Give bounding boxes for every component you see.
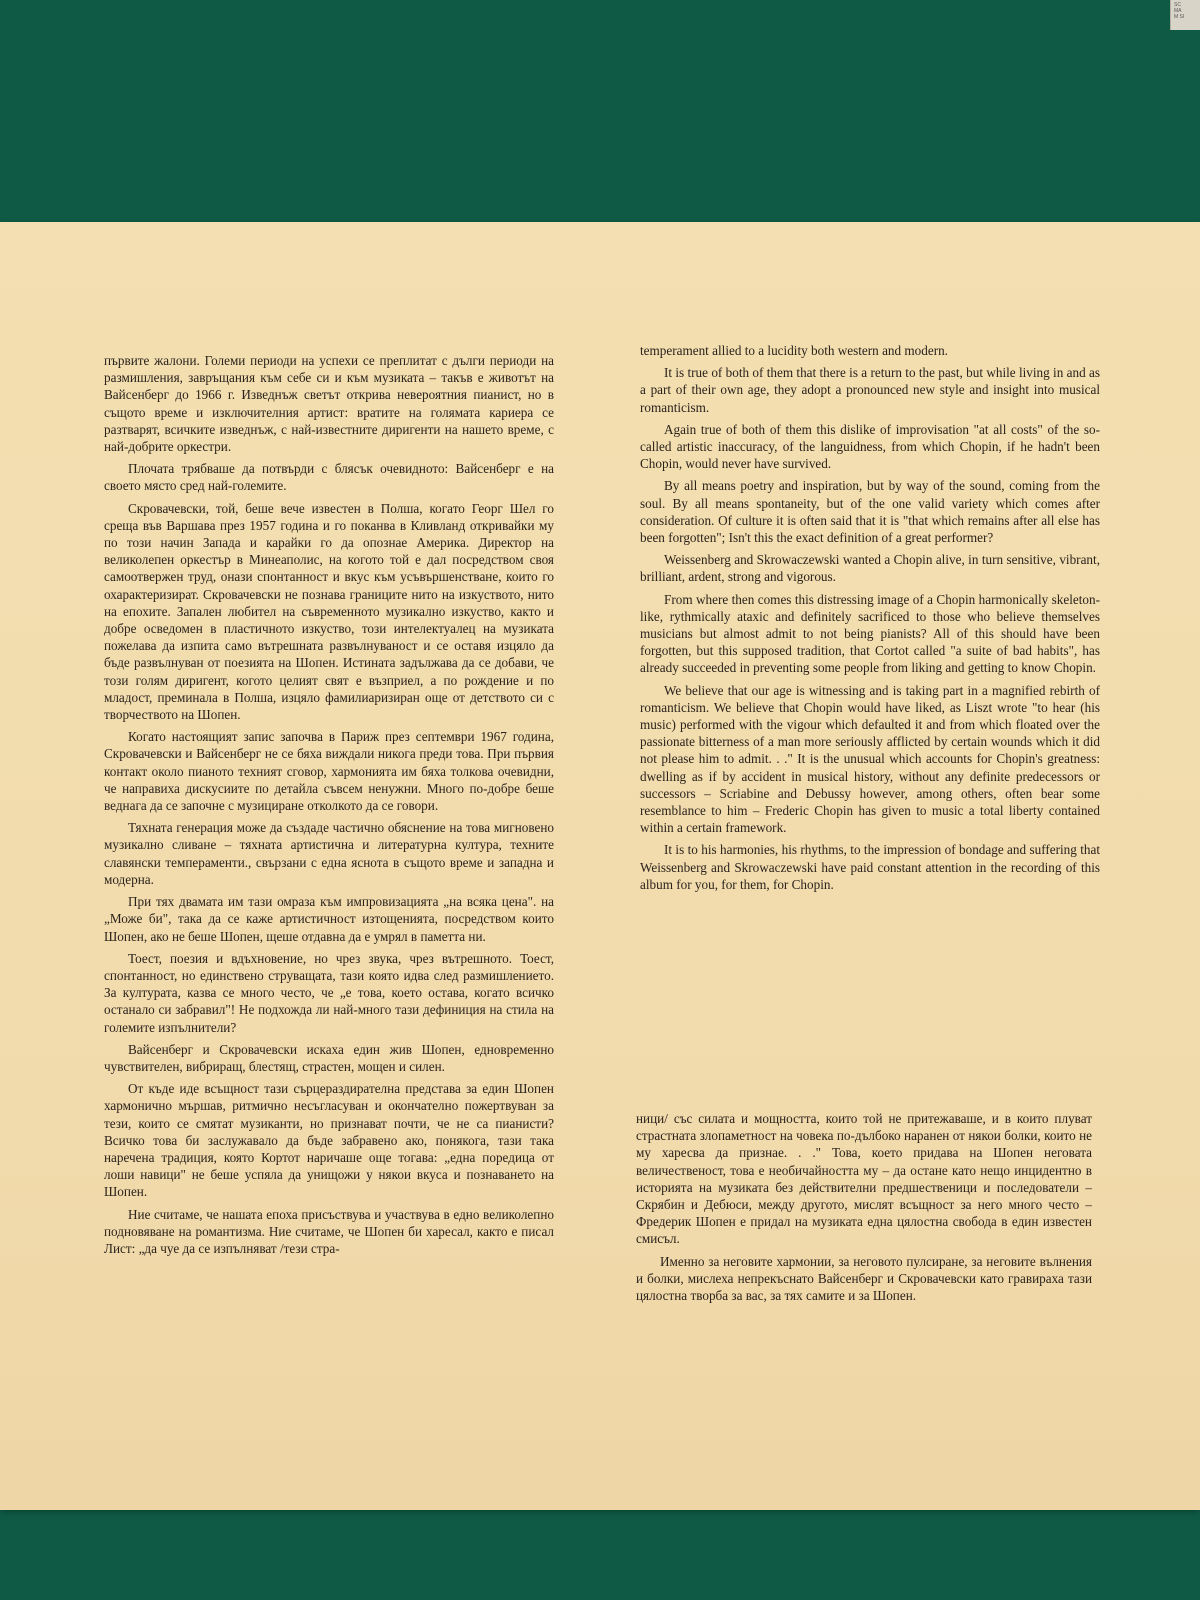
paragraph: Again true of both of them this dislike of improvisation "at all costs" of the so-called artistic inaccuracy, of the languidness, from which Chopin, if he hadn't been Chopin, would never have survived. (640, 421, 1100, 472)
paragraph: Тоест, поезия и вдъхновение, но чрез звука, чрез вътрешното. Тоест, спонтанност, но единствено струващата, тази която идва след размишлението. За културата, казва се много често, че „е това, което остава, когато всичко останало си забравил"! Не подхожда ли най-много тази дефиниция на стила на големите изпълнители? (104, 950, 554, 1035)
paragraph: It is true of both of them that there is a return to the past, but while living in and as a part of their own age, they adopt a pronounced new style and insight into musical romanticism. (640, 365, 1100, 415)
paragraph: We believe that our age is witnessing and is taking part in a magnified rebirth of romanticism. We believe that Chopin would have liked, as Liszt wrote "to hear (his music) performed with the vigour which defaulted it and from which floated over the passionate bitterness of a man more seriously afflicted by certain wounds which it did not please him to admit. . ." It is the unusual which accounts for Chopin's greatness: dwelling as if by accident in musical history, without any definite predecessors or successors – Scriabine and Debussy however, among others, often bear some resemblance to him – Frederic Chopin has given to music a total liberty contained within a certain framework. (640, 682, 1100, 836)
paragraph: Weissenberg and Skrowaczewski wanted a Chopin alive, in turn sensitive, vibrant, brilliant, ardent, strong and vigorous. (640, 552, 1100, 585)
paragraph: Тяхната генерация може да създаде частично обяснение на това мигновено музикално сливане – тяхната артистична и литературна култура, техните славянски темпераменти., свързани с една яснота в същото време и западна и модерна. (104, 820, 554, 887)
paragraph: Плочата трябваше да потвърди с блясък очевидното: Вайсенберг е на своето място сред най-големите. (104, 461, 554, 494)
paragraph: ници/ със силата и мощността, които той не притежаваше, и в които плуват страстната злопаметност на човека по-дълбоко наранен от някои болки, които не му харесва да признае. . ." Това, което придава на Шопен неговата величественост, това е необичайността му – да остане като нещо инцидентно в историята на музиката без действителни предшественици и последователи – Скрябин и Дебюси, между другото, мислят всъщност за него много често – Фредерик Шопен е придал на музиката една цялостна свобода в един известен смисъл. (636, 1111, 1092, 1247)
paragraph: От къде иде всъщност тази сърцераздирателна представа за един Шопен хармонично мършав, ритмично несъгласуван и окончателно пожертвуван за тези, които се смятат музиканти, но признават почти, че не са пианисти? Всичко това би заслужавало да бъде забравено ако, понякога, тази така наречена традиция, която Кортот наричаше още тогава: „една поредица от лоши навици" не беше успяла да унищожи у някои вкуса и познаването на Шопен. (104, 1081, 554, 1200)
paragraph: Скровачевски, той, беше вече известен в Полша, когато Георг Шел го среща във Варшава през 1957 година и го поканва в Кливланд откривайки му по този начин Запада и карайки го да опознае Америка. Директор на великолепен оркестър в Минеаполис, на когото той е дал посредством своя самоотвержен труд, онази спонтанност и вкус към усъвършенстване, които го охарактеризират. Скровачевски не познава границите нито на изкуството, нито на епохите. Запален любител на съвременното музикално изкуство, както и добре осведомен в пластичното изкуство, този интелектуалец на музиката пожелава да изпита само вътрешната развълнуваност и се оставя изцяло да бъде развълнуван от поезията на Шопен. Истината задължава да се добави, че този голям диригент, когото целият свят е възприел, а по рождение и по младост, преминала в Полша, изцяло фамилиаризиран още от детството си с творчеството на Шопен. (104, 500, 554, 723)
paragraph: From where then comes this distressing image of a Chopin harmonically skeleton-like, rythmically ataxic and definitely sacrificed to those who believe themselves musicians but almost admit to not being pianists? All of this should have been forgotten, but this supposed tradition, that Cortot called "a suite of bad habits", has already succeeded in preventing some people from liking and getting to know Chopin. (640, 591, 1100, 676)
paragraph: By all means poetry and inspiration, but by way of the sound, coming from the soul. By all means spontaneity, but of the one valid variety which comes after consideration. Of culture it is often said that it is "that which remains after all else has been forgotten"; Isn't this the exact definition of a great performer? (640, 478, 1100, 546)
corner-sticker (1170, 0, 1200, 30)
liner-notes-sheet (0, 222, 1200, 1510)
paragraph: Вайсенберг и Скровачевски искаха един жив Шопен, едновременно чувствителен, вибриращ, блестящ, страстен, мощен и силен. (104, 1041, 554, 1074)
paragraph: При тях двамата им тази омраза към импровизацията „на всяка цена". на „Може би", така да се каже артистичност изтощенията, посредством които Шопен, ако не беше Шопен, щеше отдавна да е умрял в паметта ни. (104, 894, 554, 944)
paragraph: Когато настоящият запис започва в Париж през септември 1967 година, Скровачевски и Вайсенберг не се бяха виждали никога преди това. При първия контакт около пианото техният сговор, хармонията им бяха толкова очевидни, че направиха дискусиите по детайла съвсем ненужни. Много по-добре беше веднага да се започне с музициране отколкото да се говори. (104, 729, 554, 814)
paragraph: Именно за неговите хармонии, за неговото пулсиране, за неговите вълнения и болки, мислеха непрекъснато Вайсенберг и Скровачевски като гравираха тази цялостна творба за вас, за тях самите и за Шопен. (636, 1253, 1092, 1304)
paragraph: първите жалони. Големи периоди на успехи се преплитат с дълги периоди на размишления, завръщания към себе си и към музиката – такъв е животът на Вайсенберг до 1966 г. Изведнъж светът открива невероятния пианист, но в същото време и изключителния артист: вратите на голямата кариера се разтварят, всичките изведнъж, с най-известните диригенти на нашето време, с най-добрите оркестри. (104, 353, 554, 455)
paragraph: temperament allied to a lucidity both western and modern. (640, 343, 948, 358)
paragraph: Ние считаме, че нашата епоха присъствува и участвува в едно великолепно подновяване на романтизма. Ние считаме, че Шопен би харесал, както е писал Лист: „да чуе да се изпълняват /тези стра- (104, 1206, 554, 1256)
sticker-text: SC MA M SI (1174, 2, 1185, 20)
bulgarian-continuation-column (636, 1110, 1092, 1309)
bulgarian-text-column (104, 352, 554, 1262)
english-text-column (640, 342, 1100, 898)
paragraph: It is to his harmonies, his rhythms, to the impression of bondage and suffering that Weissenberg and Skrowaczewski have paid constant attention in the recording of this album for you, for them, for Chopin. (640, 842, 1100, 892)
